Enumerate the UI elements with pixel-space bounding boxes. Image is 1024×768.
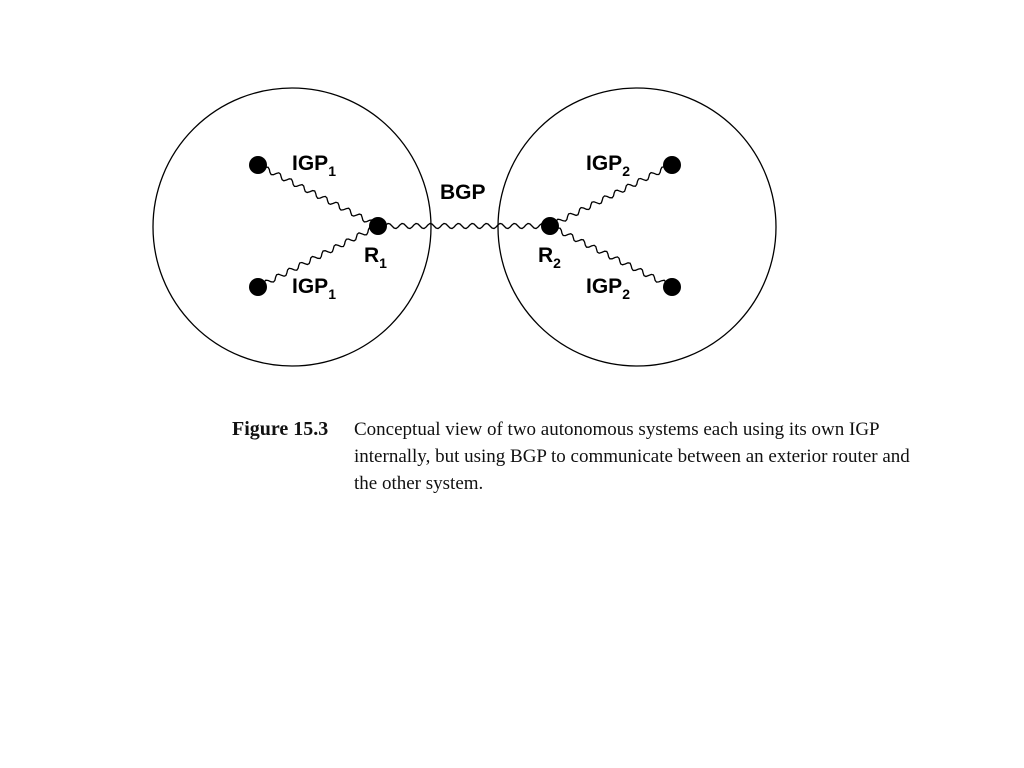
- host-node-as2-top: [663, 156, 681, 174]
- igp-label-as2-top: $IGP_2$: [586, 152, 630, 179]
- router-node-r1: [369, 217, 387, 235]
- autonomous-system-1-boundary: [153, 88, 431, 366]
- host-node-as1-top: [249, 156, 267, 174]
- router-node-r2: [541, 217, 559, 235]
- igp-label-as2-bottom: $IGP_2$: [586, 275, 630, 302]
- router-label-r1: $R_1$: [364, 244, 387, 271]
- figure-caption-text: Conceptual view of two autonomous systems each using its own IGP internally, but using BGP to communicate between an exterior router and the other system.: [354, 419, 910, 494]
- bgp-link: [378, 224, 550, 229]
- figure-label: Figure 15.3: [232, 418, 329, 440]
- bgp-label: BGP: [440, 181, 486, 204]
- router-label-r2: $R_2$: [538, 244, 561, 271]
- igp-label-as1-bottom: $IGP_1$: [292, 275, 336, 302]
- igp-label-as1-top: $IGP_1$: [292, 152, 336, 179]
- host-node-as2-bottom: [663, 278, 681, 296]
- host-node-as1-bottom: [249, 278, 267, 296]
- autonomous-system-2-boundary: [498, 88, 776, 366]
